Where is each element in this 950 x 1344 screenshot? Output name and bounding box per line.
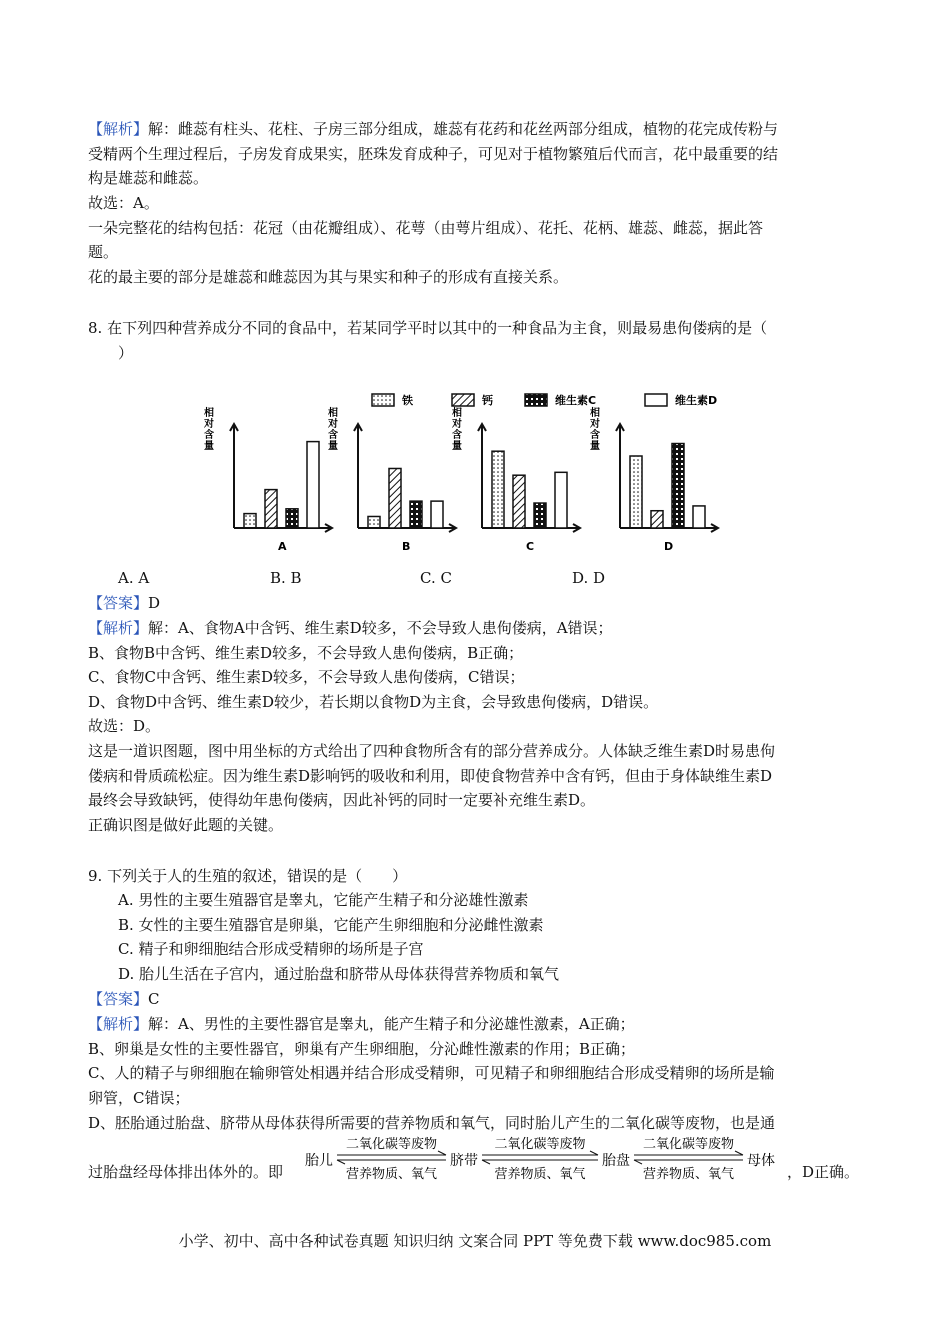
flow-arrowhead-top — [438, 1151, 446, 1155]
q8-option-a: A. A — [118, 569, 150, 587]
q8-option-d: D. D — [572, 569, 606, 587]
bar — [693, 506, 705, 528]
page-footer: 小学、初中、高中各种试卷真题 知识归纳 文案合同 PPT 等免费下载 www.doc985.com — [178, 1232, 772, 1250]
q7-analysis-text: 解：雌蕊有柱头、花柱、子房三部分组成，雄蕊有花药和花丝两部分组成，植物的花完成传粉与 — [148, 120, 779, 138]
q9-analysis-text: 解：A、男性的主要性器官是睾丸，能产生精子和分泌雄性激素，A正确； — [148, 1015, 635, 1033]
analysis-tag: 【解析】 — [88, 619, 149, 637]
flow-arrowhead-top — [735, 1151, 743, 1155]
analysis-tag: 【解析】 — [88, 120, 149, 138]
answer-tag: 【答案】 — [88, 594, 149, 612]
q8-analysis-line-1 — [88, 616, 613, 640]
flow-arrowhead-bottom — [337, 1160, 345, 1164]
q8-stem-line-1: 8. 在下列四种营养成分不同的食品中，若某同学平时以其中的一种食品为主食，则最易患佝偻病的是（ — [88, 319, 768, 337]
y-axis-label-char: 量 — [204, 441, 214, 452]
bar — [307, 442, 319, 528]
exchange-flow-diagram — [305, 1132, 845, 1190]
q7-analysis-line-1 — [88, 117, 778, 141]
flow-arrowhead-bottom — [482, 1160, 490, 1164]
panel-label: D — [664, 540, 674, 553]
q9-analysis-line-5: D、胚胎通过胎盘、脐带从母体获得所需要的营养物质和氧气，同时胎儿产生的二氧化碳等废物，也是通 — [88, 1114, 776, 1132]
q9-answer-line — [88, 987, 160, 1011]
y-axis-label-char: 对 — [452, 419, 462, 430]
q9-analysis-line-3: C、人的精子与卵细胞在输卵管处相遇并结合形成受精卵，可见精子和卵细胞结合形成受精卵的场所是输 — [88, 1064, 775, 1082]
answer-tag: 【答案】 — [88, 990, 149, 1008]
y-axis-label-char: 相 — [452, 408, 462, 419]
flow-node: 脐带 — [450, 1153, 478, 1169]
y-axis-label-char: 含 — [328, 430, 338, 441]
legend-swatch — [645, 394, 667, 406]
q7-analysis-line-3: 构是雄蕊和雌蕊。 — [88, 169, 209, 187]
q8-analysis-line-9: 正确识图是做好此题的关键。 — [88, 816, 284, 834]
q8-analysis-line-2: B、食物B中含钙、维生素D较多，不会导致人患佝偻病，B正确； — [88, 644, 524, 662]
q8-analysis-text: 解：A、食物A中含钙、维生素D较多，不会导致人患佝偻病，A错误； — [148, 619, 613, 637]
q7-analysis-line-6: 题。 — [88, 243, 119, 261]
bar — [672, 444, 684, 528]
q8-choice-line: 故选：D。 — [88, 717, 161, 735]
q9-option-b: B. 女性的主要生殖器官是卵巢，它能产生卵细胞和分泌雌性激素 — [118, 916, 544, 934]
panel-label: A — [278, 540, 287, 553]
flow-node: 胎儿 — [305, 1153, 333, 1169]
q9-analysis-line-6-suffix: ，D正确。 — [787, 1163, 860, 1181]
bar — [555, 472, 567, 528]
chart-panels — [203, 406, 718, 553]
q9-answer: C — [148, 990, 160, 1008]
flow-bottom-label: 营养物质、氧气 — [345, 1167, 438, 1182]
flow-top-label: 二氧化碳等废物 — [345, 1137, 438, 1152]
y-axis-label-char: 相 — [590, 408, 600, 419]
y-axis-label-char: 含 — [590, 430, 600, 441]
legend-swatch — [372, 394, 394, 406]
q8-option-c: C. C — [420, 569, 452, 587]
legend-swatch — [452, 394, 474, 406]
bar — [368, 516, 380, 528]
q7-analysis-line-5: 一朵完整花的结构包括：花冠（由花瓣组成）、花萼（由萼片组成）、花托、花柄、雄蕊、雌蕊，据此答 — [88, 219, 764, 237]
q7-analysis-line-2: 受精两个生理过程后，子房发育成果实，胚珠发育成种子，可见对于植物繁殖后代而言，花中最重要的结 — [88, 145, 779, 163]
bar — [410, 501, 422, 528]
nutrient-bar-charts — [200, 382, 760, 562]
flow-top-label: 二氧化碳等废物 — [494, 1137, 586, 1152]
legend-swatch — [525, 394, 547, 406]
q7-analysis-line-7: 花的最主要的部分是雄蕊和雌蕊因为其与果实和种子的形成有直接关系。 — [88, 268, 569, 286]
flow-bottom-label: 营养物质、氧气 — [642, 1167, 735, 1182]
flow-bottom-label: 营养物质、氧气 — [494, 1167, 586, 1182]
bar — [244, 514, 256, 528]
q9-option-c: C. 精子和卵细胞结合形成受精卵的场所是子宫 — [118, 940, 424, 958]
q8-answer: D — [148, 594, 161, 612]
q8-analysis-line-3: C、食物C中含钙、维生素D较多，不会导致人患佝偻病，C错误； — [88, 668, 525, 686]
q9-stem: 9. 下列关于人的生殖的叙述，错误的是（ ） — [88, 867, 408, 885]
bar — [431, 501, 443, 528]
q8-option-b: B. B — [270, 569, 302, 587]
q7-choice-line: 故选：A。 — [88, 194, 159, 212]
legend-label: 钙 — [482, 394, 493, 407]
panel-label: C — [526, 540, 535, 553]
q9-option-a: A. 男性的主要生殖器官是睾丸，它能产生精子和分泌雄性激素 — [118, 891, 529, 909]
y-axis-label-char: 量 — [452, 441, 462, 452]
q9-analysis-line-2: B、卵巢是女性的主要性器官，卵巢有产生卵细胞，分沁雌性激素的作用；B正确； — [88, 1040, 636, 1058]
q9-option-d: D. 胎儿生活在子宫内，通过胎盘和脐带从母体获得营养物质和氧气 — [118, 965, 560, 983]
y-axis-label-char: 对 — [590, 419, 600, 430]
bar — [492, 451, 504, 528]
flow-node: 胎盘 — [602, 1153, 630, 1169]
legend-label: 维生素C — [555, 394, 597, 407]
q9-analysis-line-1 — [88, 1012, 635, 1036]
panel-label: B — [402, 540, 411, 553]
y-axis-label-char: 对 — [204, 419, 214, 430]
flow-node: 母体 — [747, 1153, 775, 1169]
q9-analysis-line-4: 卵管，C错误； — [88, 1089, 190, 1107]
y-axis-label-char: 对 — [328, 419, 338, 430]
y-axis-label-char: 量 — [590, 441, 600, 452]
y-axis-label-char: 相 — [204, 408, 214, 419]
q8-analysis-line-7: 偻病和骨质疏松症。因为维生素D影响钙的吸收和利用，即使食物营养中含有钙，但由于身体缺维生素D — [88, 767, 773, 785]
legend-label: 铁 — [402, 394, 413, 407]
y-axis-label-char: 量 — [328, 441, 338, 452]
flow-arrowhead-top — [590, 1151, 598, 1155]
bar — [651, 511, 663, 528]
analysis-tag: 【解析】 — [88, 1015, 149, 1033]
bar — [513, 475, 525, 528]
chart-legend — [372, 393, 717, 407]
y-axis-label-char: 含 — [204, 430, 214, 441]
legend-label: 维生素D — [675, 394, 718, 407]
flow-top-label: 二氧化碳等废物 — [642, 1137, 735, 1152]
bar — [265, 490, 277, 528]
bar — [389, 468, 401, 528]
q8-analysis-line-8: 最终会导致缺钙，使得幼年患佝偻病，因此补钙的同时一定要补充维生素D。 — [88, 791, 596, 809]
q9-analysis-line-6-prefix: 过胎盘经母体排出体外的。即 — [88, 1163, 284, 1181]
y-axis-label-char: 含 — [452, 430, 462, 441]
bar — [534, 503, 546, 528]
flow-arrowhead-bottom — [634, 1160, 642, 1164]
q8-analysis-line-4: D、食物D中含钙、维生素D较少，若长期以食物D为主食，会导致患佝偻病，D错误。 — [88, 693, 659, 711]
q8-stem-line-2: ） — [118, 344, 134, 362]
q8-analysis-line-6: 这是一道识图题，图中用坐标的方式给出了四种食物所含有的部分营养成分。人体缺乏维生素D时易患佝 — [88, 742, 776, 760]
bar — [630, 456, 642, 528]
y-axis-label-char: 相 — [328, 408, 338, 419]
bar — [286, 509, 298, 528]
q8-answer-line — [88, 591, 160, 615]
